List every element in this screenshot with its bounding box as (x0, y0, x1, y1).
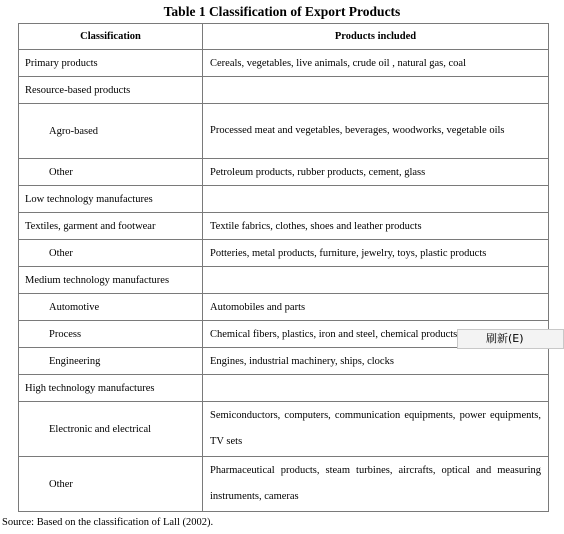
table-row (19, 77, 549, 104)
products-cell: Semiconductors, computers, communication equipments, power equipments, TV sets (203, 402, 549, 457)
products-cell (203, 267, 549, 294)
header-classification: Classification (19, 24, 203, 50)
table-row (19, 267, 549, 294)
table-row (19, 186, 549, 213)
header-products: Products included (203, 24, 549, 50)
products-cell: Engines, industrial machinery, ships, clocks (203, 348, 549, 375)
table-row (19, 375, 549, 402)
classification-cell: High technology manufactures (19, 375, 203, 402)
table-row (19, 50, 549, 77)
source-note: Source: Based on the classification of Lall (2002). (2, 517, 214, 528)
table-row (19, 240, 549, 267)
classification-cell: Textiles, garment and footwear (19, 213, 203, 240)
table-row (19, 348, 549, 375)
refresh-context-menu-item[interactable]: 刷新(E) (457, 329, 564, 349)
export-classification-table (18, 23, 549, 512)
products-cell (203, 186, 549, 213)
table-row (19, 457, 549, 512)
table-header-row (19, 24, 549, 50)
products-cell: Automobiles and parts (203, 294, 549, 321)
table-row (19, 402, 549, 457)
classification-cell: Other (19, 159, 203, 186)
products-cell (203, 375, 549, 402)
products-cell: Processed meat and vegetables, beverages, woodworks, vegetable oils (203, 104, 549, 159)
classification-cell: Agro-based (19, 104, 203, 159)
classification-cell: Electronic and electrical (19, 402, 203, 457)
table-row (19, 159, 549, 186)
table-row (19, 104, 549, 159)
classification-cell: Low technology manufactures (19, 186, 203, 213)
products-cell: Chemical fibers, plastics, iron and steel, chemical products (203, 321, 549, 348)
classification-cell: Medium technology manufactures (19, 267, 203, 294)
table-title: Table 1 Classification of Export Products (163, 4, 401, 19)
classification-cell: Resource-based products (19, 77, 203, 104)
products-cell: Petroleum products, rubber products, cement, glass (203, 159, 549, 186)
products-cell: Textile fabrics, clothes, shoes and leather products (203, 213, 549, 240)
table-row (19, 213, 549, 240)
products-cell (203, 77, 549, 104)
classification-cell: Other (19, 240, 203, 267)
classification-cell: Primary products (19, 50, 203, 77)
products-cell: Cereals, vegetables, live animals, crude oil , natural gas, coal (203, 50, 549, 77)
classification-cell: Process (19, 321, 203, 348)
table-row (19, 294, 549, 321)
products-cell: Potteries, metal products, furniture, jewelry, toys, plastic products (203, 240, 549, 267)
classification-cell: Engineering (19, 348, 203, 375)
classification-cell: Automotive (19, 294, 203, 321)
products-cell: Pharmaceutical products, steam turbines, aircrafts, optical and measuring instruments, cameras (203, 457, 549, 512)
classification-cell: Other (19, 457, 203, 512)
